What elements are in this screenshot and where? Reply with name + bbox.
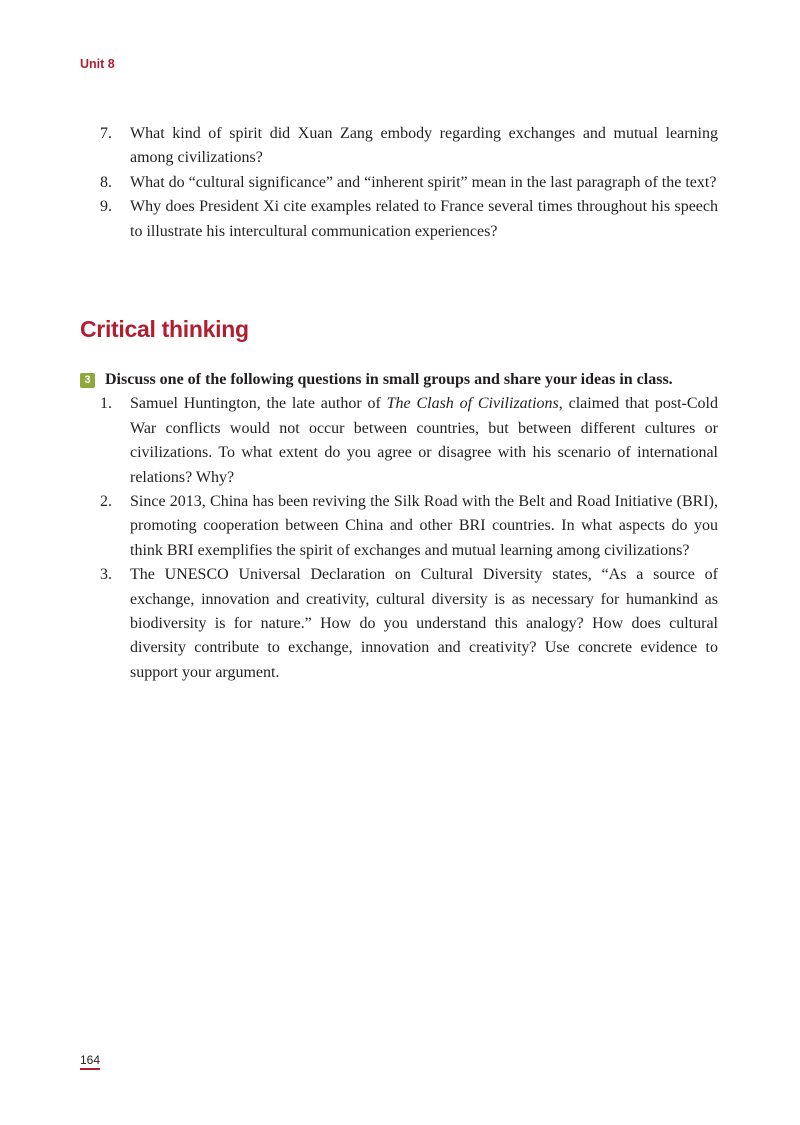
question-text: Why does President Xi cite examples related to France several times throughout his speech to illustrate his intercultural communication experiences? — [130, 198, 718, 240]
discussion-questions — [100, 392, 718, 685]
question-text: What kind of spirit did Xuan Zang embody regarding exchanges and mutual learning among civilizations? — [130, 125, 718, 167]
discussion-number: 1. — [100, 395, 112, 413]
question-number: 8. — [100, 173, 112, 191]
discussion-item — [100, 392, 718, 490]
question-number: 9. — [100, 198, 112, 216]
page-number: 164 — [80, 1053, 101, 1067]
discussion-number: 2. — [100, 493, 112, 511]
discussion-text: The UNESCO Universal Declaration on Cultural Diversity states, “As a source of exchange, innovation and creativity, cultural diversity is as necessary for humankind as biodiversity is for nature.” How do you understand this analogy? How does cultural diversity contribute to exchange, innovation and creativity? Use concrete evidence to support your argument. — [130, 566, 718, 681]
discussion-text-part: Samuel Huntington, the late author of — [130, 395, 387, 413]
discussion-number: 3. — [100, 566, 112, 584]
task-number-badge: 3 — [80, 373, 95, 388]
question-number: 7. — [100, 125, 112, 142]
discussion-text — [130, 392, 718, 490]
discussion-text-part: , claimed that post-Cold War conflicts would not occur between countries, but between different cultures or civilizations. To what extent do you agree or disagree with his scenario of international relations? Why? — [130, 395, 719, 486]
question-item — [100, 122, 718, 171]
page-number-rule — [80, 1068, 100, 1070]
discussion-text: Since 2013, China has been reviving the Silk Road with the Belt and Road Initiative (BRI), promoting cooperation between China and other BRI countries. In what aspects do you think BRI exemplifies the spirit of exchanges and mutual learning among civilizations? — [130, 493, 718, 559]
task-instruction-row — [80, 368, 718, 392]
discussion-item — [100, 563, 718, 685]
discussion-item — [100, 490, 718, 563]
question-item — [100, 195, 718, 244]
discussion-task — [80, 368, 718, 685]
question-text: What do “cultural significance” and “inherent spirit” mean in the last paragraph of the text? — [130, 173, 717, 191]
book-title: The Clash of Civilizations — [386, 395, 559, 413]
unit-label: Unit 8 — [80, 57, 115, 71]
section-heading: Critical thinking — [80, 316, 249, 342]
comprehension-questions — [100, 122, 718, 244]
task-instruction: Discuss one of the following questions in small groups and share your ideas in class. — [105, 371, 673, 388]
question-item — [100, 171, 718, 195]
